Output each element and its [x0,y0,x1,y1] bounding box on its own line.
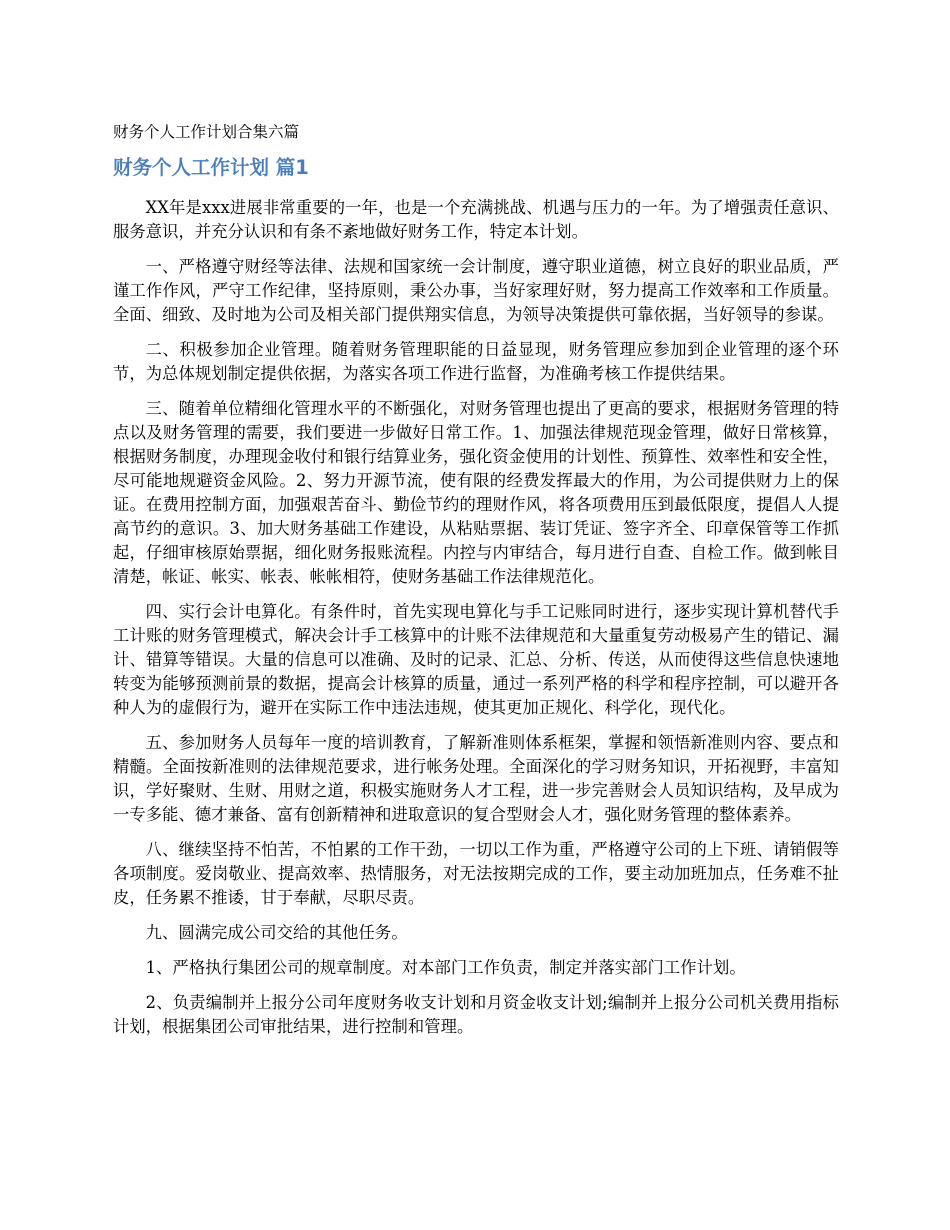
paragraph-item-5: 五、参加财务人员每年一度的培训教育，了解新准则体系框架，掌握和领悟新准则内容、要点和精髓。全面按新准则的法律规范要求，进行帐务处理。全面深化的学习财务知识，开拓视野，丰富知识，学好聚财、生财、用财之道，积极实施财务人才工程，进一步完善财会人员知识结构，及早成为一专多能、德才兼备、富有创新精神和进取意识的复合型财会人才，强化财务管理的整体素养。 [113,733,839,824]
paragraph-item-2: 二、积极参加企业管理。随着财务管理职能的日益显现，财务管理应参加到企业管理的逐个环节，为总体规划制定提供依据，为落实各项工作进行监督，为准确考核工作提供结果。 [113,340,839,383]
paragraph-item-4: 四、实行会计电算化。有条件时，首先实现电算化与手工记账同时进行，逐步实现计算机替代手工计账的财务管理模式，解决会计手工核算中的计账不法律规范和大量重复劳动极易产生的错记、漏计、错算等错误。大量的信息可以准确、及时的记录、汇总、分析、传送，从而使得这些信息快速地转变为能够预测前景的数据，提高会计核算的质量，通过一系列严格的科学和程序控制，可以避开各种人为的虚假行为，避开在实际工作中违法违规，使其更加正规化、科学化，现代化。 [113,602,839,717]
paragraph-subitem-1: 1、严格执行集团公司的规章制度。对本部门工作负责，制定并落实部门工作计划。 [145,958,746,977]
paragraph-item-8: 八、继续坚持不怕苦，不怕累的工作干劲，一切以工作为重，严格遵守公司的上下班、请销假等各项制度。爱岗敬业、提高效率、热情服务，对无法按期完成的工作，要主动加班加点，任务难不扯皮，任务累不推诿，甘于奉献，尽职尽责。 [113,840,839,907]
section-heading: 财务个人工作计划 篇1 [113,156,309,179]
paragraph-item-3: 三、随着单位精细化管理水平的不断强化，对财务管理也提出了更高的要求，根据财务管理的特点以及财务管理的需要，我们要进一步做好日常工作。1、加强法律规范现金管理，做好日常核算，根据财务制度，办理现金收付和银行结算业务，强化资金使用的计划性、预算性、效率性和安全性，尽可能地规避资金风险。2、努力开源节流，使有限的经费发挥最大的作用，为公司提供财力上的保证。在费用控制方面，加强艰苦奋斗、勤俭节约的理财作风，将各项费用压到最低限度，提倡人人提高节约的意识。3、加大财务基础工作建设，从粘贴票据、装订凭证、签字齐全、印章保管等工作抓起，仔细审核原始票据，细化财务报账流程。内控与内审结合，每月进行自查、自检工作。做到帐目清楚，帐证、帐实、帐表、帐帐相符，使财务基础工作法律规范化。 [113,399,839,586]
paragraph-item-9: 九、圆满完成公司交给的其他任务。 [145,923,408,942]
paragraph-subitem-2: 2、负责编制并上报分公司年度财务收支计划和月资金收支计划;编制并上报分公司机关费用指标计划，根据集团公司审批结果，进行控制和管理。 [113,993,839,1036]
paragraph-item-1: 一、严格遵守财经等法律、法规和国家统一会计制度，遵守职业道德，树立良好的职业品质，严谨工作作风，严守工作纪律，坚持原则，秉公办事，当好家理好财，努力提高工作效率和工作质量。全面、细致、及时地为公司及相关部门提供翔实信息，为领导决策提供可靠依据，当好领导的参谋。 [113,257,839,324]
document-title: 财务个人工作计划合集六篇 [113,123,300,141]
document-page [113,122,839,1050]
paragraph-intro: XX年是xxx进展非常重要的一年，也是一个充满挑战、机遇与压力的一年。为了增强责任意识、服务意识，并充分认识和有条不紊地做好财务工作，特定本计划。 [113,198,839,241]
